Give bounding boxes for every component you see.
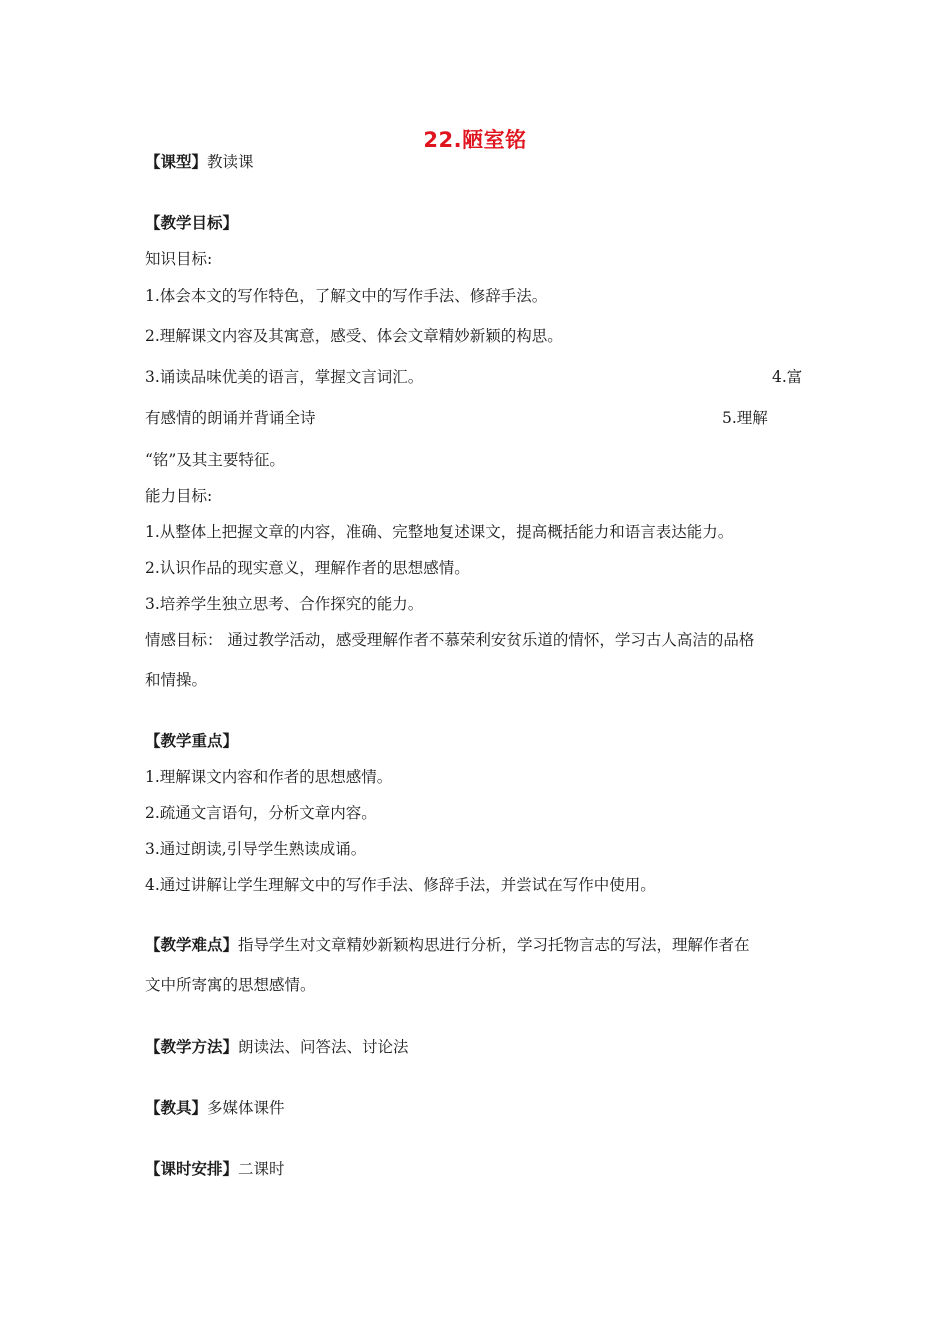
key-points-heading: 【教学重点】 [145, 731, 239, 750]
ability-item-3: 3.培养学生独立思考、合作探究的能力。 [145, 595, 424, 613]
knowledge-item-2: 2.理解课文内容及其寓意，感受、体会文章精妙新颖的构思。 [145, 327, 563, 345]
page-title: 22.陋室铭 [423, 128, 527, 152]
difficulty-line-2: 文中所寄寓的思想感情。 [145, 976, 316, 994]
difficulty-text-1: 指导学生对文章精妙新颖构思进行分析，学习托物言志的写法，理解作者在 [238, 936, 750, 954]
method-value: 朗读法、问答法、讨论法 [238, 1038, 409, 1056]
schedule-value: 二课时 [238, 1160, 285, 1178]
knowledge-label: 知识目标: [145, 250, 213, 268]
schedule-label: 【课时安排】 [145, 1159, 239, 1178]
knowledge-item-5-rest: “铭”及其主要特征。 [145, 451, 285, 469]
knowledge-item-4-rest: 有感情的朗诵并背诵全诗 [145, 409, 316, 427]
knowledge-item-5-start: 5.理解 [722, 409, 768, 427]
difficulty-line-1 [145, 935, 750, 955]
method-line [145, 1037, 409, 1057]
tools-label: 【教具】 [145, 1098, 208, 1117]
schedule-line [145, 1159, 285, 1179]
lesson-type-value: 教读课 [207, 153, 254, 171]
ability-label: 能力目标: [145, 487, 213, 505]
emotion-line-1: 情感目标： 通过教学活动，感受理解作者不慕荣利安贫乐道的情怀，学习古人高洁的品格 [145, 631, 755, 649]
tools-value: 多媒体课件 [207, 1099, 285, 1117]
knowledge-item-4-start: 4.富 [772, 368, 803, 386]
knowledge-item-3: 3.诵读品味优美的语言，掌握文言词汇。 [145, 368, 424, 386]
lesson-type [145, 152, 254, 172]
key-point-2: 2.疏通文言语句，分析文章内容。 [145, 804, 377, 822]
emotion-line-2: 和情操。 [145, 671, 208, 689]
objectives-heading: 【教学目标】 [145, 213, 239, 232]
ability-item-2: 2.认识作品的现实意义，理解作者的思想感情。 [145, 559, 470, 577]
knowledge-item-1: 1.体会本文的写作特色，了解文中的写作手法、修辞手法。 [145, 287, 548, 305]
key-point-1: 1.理解课文内容和作者的思想感情。 [145, 768, 393, 786]
lesson-type-label: 【课型】 [145, 152, 208, 171]
key-point-4: 4.通过讲解让学生理解文中的写作手法、修辞手法，并尝试在写作中使用。 [145, 876, 656, 894]
tools-line [145, 1098, 285, 1118]
difficulty-label: 【教学难点】 [145, 935, 239, 954]
method-label: 【教学方法】 [145, 1037, 239, 1056]
ability-item-1: 1.从整体上把握文章的内容，准确、完整地复述课文，提高概括能力和语言表达能力。 [145, 523, 734, 541]
key-point-3: 3.通过朗读,引导学生熟读成诵。 [145, 840, 367, 858]
